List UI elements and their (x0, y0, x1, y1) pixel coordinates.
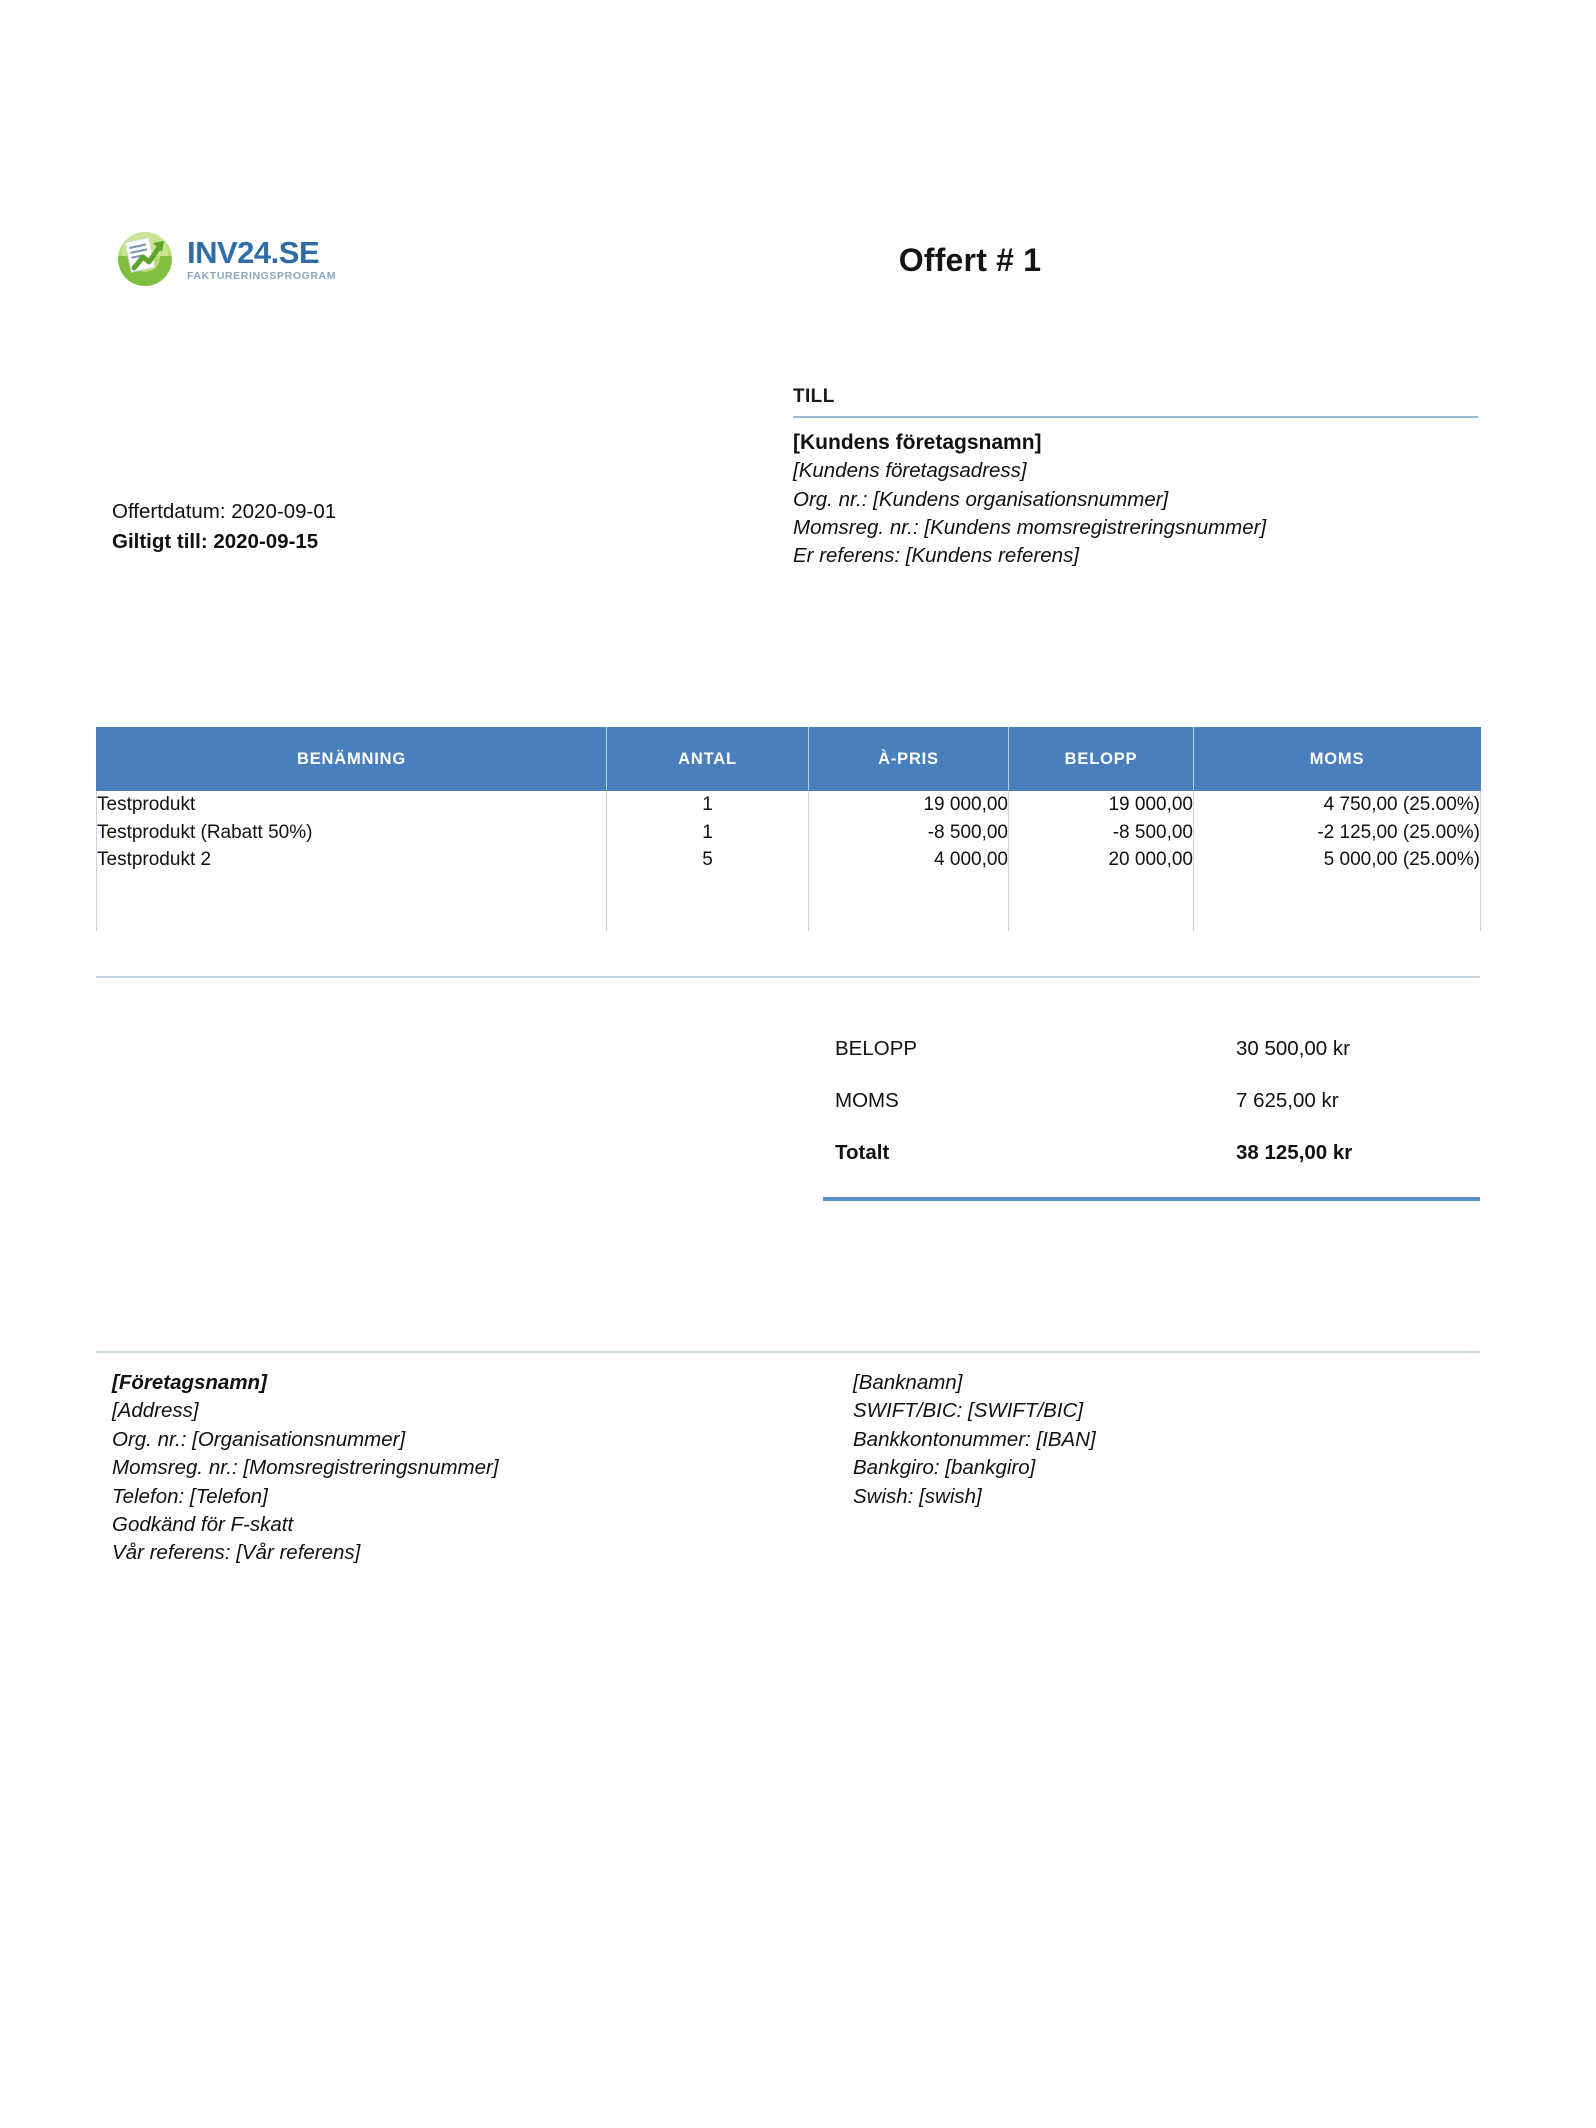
column-header-antal: ANTAL (607, 728, 809, 791)
valid-until-date: Giltigt till: 2020-09-15 (112, 529, 319, 553)
totals-row-belopp (823, 1037, 1480, 1089)
inv24-leaf-document-arrow-logo-icon (112, 226, 178, 292)
table-header-row (97, 728, 1481, 791)
company-address: [Address] (112, 1399, 199, 1423)
recipient-block (793, 386, 1478, 570)
item-amount: -8 500,00 (1112, 821, 1193, 843)
totals-value-moms: 7 625,00 kr (1236, 1089, 1339, 1112)
item-unit-price: 4 000,00 (934, 849, 1008, 871)
totals-row-grand-total (823, 1141, 1480, 1193)
brand-tagline: FAKTURERINGSPROGRAM (187, 269, 337, 282)
item-name: Testprodukt (97, 794, 196, 815)
recipient-label: TILL (793, 386, 835, 407)
item-name: Testprodukt (Rabatt 50%) (97, 821, 313, 843)
recipient-company-name: [Kundens företagsnamn] (793, 431, 1042, 454)
item-quantity: 1 (702, 821, 713, 843)
line-items-table (96, 727, 1481, 931)
document-header (0, 0, 1596, 340)
company-name: [Företagsnamn] (112, 1371, 267, 1394)
totals-block (823, 1037, 1480, 1201)
item-quantity: 5 (702, 849, 713, 871)
recipient-reference: Er referens: [Kundens referens] (793, 544, 1080, 568)
column-header-benamning: BENÄMNING (97, 728, 607, 791)
quote-date: Offertdatum: 2020-09-01 (112, 500, 337, 523)
table-row (97, 791, 1481, 932)
totals-row-moms (823, 1089, 1480, 1141)
totals-divider (823, 1197, 1480, 1201)
cell-belopp-group (1009, 791, 1194, 932)
footer-company-block (112, 1369, 792, 1568)
item-amount: 19 000,00 (1108, 794, 1193, 815)
company-f-tax-status: Godkänd för F-skatt (112, 1512, 294, 1536)
cell-a-pris-group (809, 791, 1009, 932)
recipient-address: [Kundens företagsadress] (793, 459, 1027, 483)
company-reference: Vår referens: [Vår referens] (112, 1541, 361, 1565)
bank-account-iban: Bankkontonummer: [IBAN] (853, 1427, 1096, 1451)
table-bottom-divider (96, 976, 1480, 978)
totals-value-belopp: 30 500,00 kr (1236, 1037, 1350, 1060)
footer-bank-block (853, 1369, 1533, 1511)
recipient-vat-number: Momsreg. nr.: [Kundens momsregistreringsnummer] (793, 515, 1267, 539)
totals-value-grand-total: 38 125,00 kr (1236, 1141, 1353, 1164)
item-unit-price: 19 000,00 (923, 794, 1008, 815)
item-name: Testprodukt 2 (97, 849, 212, 871)
cell-antal-group (607, 791, 809, 932)
item-vat: 5 000,00 (25.00%) (1323, 849, 1480, 871)
bank-swish: Swish: [swish] (853, 1484, 982, 1508)
item-quantity: 1 (702, 794, 713, 815)
recipient-divider (793, 416, 1478, 418)
cell-moms-group (1194, 791, 1481, 932)
page-title: Offert # 1 (898, 242, 1042, 278)
company-phone: Telefon: [Telefon] (112, 1484, 268, 1508)
date-block (112, 497, 612, 556)
totals-label-moms: MOMS (835, 1089, 899, 1112)
totals-label-belopp: BELOPP (835, 1037, 918, 1060)
cell-benamning-group (97, 791, 607, 932)
brand-name: INV24.SE (187, 234, 320, 270)
company-org-number: Org. nr.: [Organisationsnummer] (112, 1427, 406, 1451)
bank-bankgiro: Bankgiro: [bankgiro] (853, 1456, 1036, 1480)
company-vat-number: Momsreg. nr.: [Momsregistreringsnummer] (112, 1456, 499, 1480)
recipient-org-number: Org. nr.: [Kundens organisationsnummer] (793, 487, 1169, 511)
brand-logo (112, 226, 336, 292)
bank-name: [Banknamn] (853, 1371, 963, 1394)
footer-divider (96, 1351, 1480, 1353)
column-header-moms: MOMS (1194, 728, 1481, 791)
bank-swift-bic: SWIFT/BIC: [SWIFT/BIC] (853, 1399, 1084, 1423)
brand-logo-text (187, 234, 337, 282)
column-header-a-pris: À-PRIS (809, 728, 1009, 791)
item-amount: 20 000,00 (1108, 849, 1193, 871)
item-unit-price: -8 500,00 (927, 821, 1008, 843)
item-vat: -2 125,00 (25.00%) (1317, 821, 1480, 843)
totals-label-grand-total: Totalt (835, 1141, 890, 1164)
column-header-belopp: BELOPP (1009, 728, 1194, 791)
item-vat: 4 750,00 (25.00%) (1323, 794, 1480, 815)
